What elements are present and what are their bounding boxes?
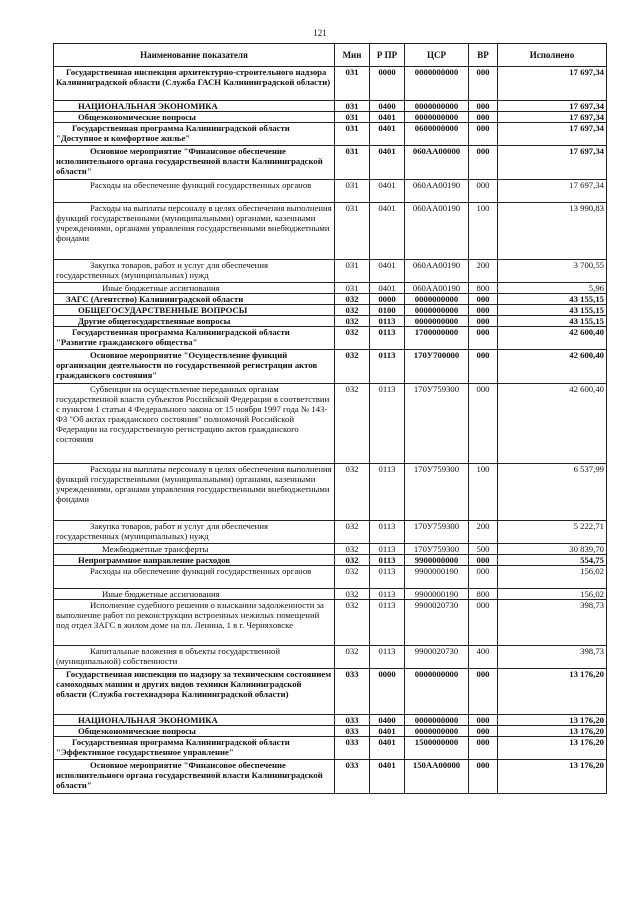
row-section: 0113 — [370, 646, 405, 669]
row-ministry: 031 — [335, 67, 370, 101]
row-name: Другие общегосударственные вопросы — [54, 316, 335, 327]
row-target-article: 060АА00190 — [405, 203, 469, 260]
row-target-article: 1500000000 — [405, 737, 469, 760]
row-amount: 398,73 — [498, 600, 607, 646]
table-row — [54, 544, 607, 555]
row-section: 0401 — [370, 203, 405, 260]
row-ministry: 031 — [335, 203, 370, 260]
row-expense-type: 100 — [469, 464, 498, 521]
row-ministry: 031 — [335, 146, 370, 180]
table-row — [54, 305, 607, 316]
table-row — [54, 123, 607, 146]
table-row — [54, 715, 607, 726]
table-row — [54, 112, 607, 123]
table-row — [54, 146, 607, 180]
row-amount: 17 697,34 — [498, 123, 607, 146]
row-amount: 17 697,34 — [498, 146, 607, 180]
row-name: Субвенции на осуществление переданных органам государственной власти субъектов Российской Федерации в соответствии с пунктом 1 статьи 4 Федерального закона от 15 ноября 1997 года № 143-ФЗ "Об актах гражданского состояния" полномочий Российской Федерации на государственную регистрацию актов гражданского состояния — [54, 384, 335, 464]
row-expense-type: 000 — [469, 737, 498, 760]
table-row — [54, 600, 607, 646]
row-name: Основное мероприятие "Осуществление функций организации деятельности по государственной регистрации актов гражданского состояния" — [54, 350, 335, 384]
budget-execution-table — [53, 43, 607, 794]
row-section: 0401 — [370, 726, 405, 737]
header-expense-type: ВР — [469, 44, 498, 67]
row-target-article: 0000000000 — [405, 726, 469, 737]
row-section: 0113 — [370, 589, 405, 600]
row-ministry: 032 — [335, 464, 370, 521]
row-name: Государственная программа Калининградской области "Доступное и комфортное жилье" — [54, 123, 335, 146]
row-target-article: 060АА00190 — [405, 283, 469, 294]
row-name: Расходы на обеспечение функций государственных органов — [54, 566, 335, 589]
row-expense-type: 000 — [469, 294, 498, 305]
header-indicator-name: Наименование показателя — [54, 44, 335, 67]
row-section: 0401 — [370, 283, 405, 294]
table-header-row — [54, 44, 607, 67]
row-amount: 17 697,34 — [498, 180, 607, 203]
table-row — [54, 294, 607, 305]
row-name: Расходы на обеспечение функций государственных органов — [54, 180, 335, 203]
row-name: Основное мероприятие "Финансовое обеспечение исполнительного органа государственной власти Калининградской области" — [54, 760, 335, 794]
row-expense-type: 000 — [469, 180, 498, 203]
table-row — [54, 726, 607, 737]
row-ministry: 031 — [335, 112, 370, 123]
row-expense-type: 800 — [469, 283, 498, 294]
row-target-article: 9900000190 — [405, 566, 469, 589]
row-amount: 17 697,34 — [498, 112, 607, 123]
row-ministry: 032 — [335, 384, 370, 464]
row-expense-type: 000 — [469, 316, 498, 327]
row-name: Основное мероприятие "Финансовое обеспечение исполнительного органа государственной власти Калининградской области" — [54, 146, 335, 180]
row-name: Непрограммное направление расходов — [54, 555, 335, 566]
row-amount: 5 222,71 — [498, 521, 607, 544]
row-section: 0401 — [370, 760, 405, 794]
table-row — [54, 260, 607, 283]
row-section: 0113 — [370, 544, 405, 555]
row-target-article: 170У759300 — [405, 521, 469, 544]
row-amount: 13 176,20 — [498, 726, 607, 737]
table-row — [54, 316, 607, 327]
row-ministry: 032 — [335, 589, 370, 600]
row-target-article: 150АА00000 — [405, 760, 469, 794]
row-name: Государственная программа Калининградской области "Эффективное государственное управление" — [54, 737, 335, 760]
row-section: 0401 — [370, 180, 405, 203]
row-name: НАЦИОНАЛЬНАЯ ЭКОНОМИКА — [54, 101, 335, 112]
row-section: 0113 — [370, 327, 405, 350]
header-ministry: Мин — [335, 44, 370, 67]
table-row — [54, 67, 607, 101]
row-ministry: 033 — [335, 726, 370, 737]
row-name: Государственная программа Калининградской области "Развитие гражданского общества" — [54, 327, 335, 350]
row-amount: 43 155,15 — [498, 305, 607, 316]
row-ministry: 032 — [335, 316, 370, 327]
row-name: Исполнение судебного решения о взыскании задолженности за выполнение работ по реконструкции встроенных нежилых помещений под отдел ЗАГС в жилом доме на пл. Ленина, 1 в г. Черняховске — [54, 600, 335, 646]
row-target-article: 060АА00190 — [405, 260, 469, 283]
row-section: 0100 — [370, 305, 405, 316]
row-ministry: 033 — [335, 760, 370, 794]
table-row — [54, 589, 607, 600]
row-ministry: 032 — [335, 544, 370, 555]
row-expense-type: 000 — [469, 327, 498, 350]
row-name: Межбюджетные трансферты — [54, 544, 335, 555]
row-ministry: 031 — [335, 101, 370, 112]
table-row — [54, 203, 607, 260]
row-ministry: 032 — [335, 327, 370, 350]
row-name: ОБЩЕГОСУДАРСТВЕННЫЕ ВОПРОСЫ — [54, 305, 335, 316]
table-row — [54, 760, 607, 794]
row-section: 0113 — [370, 555, 405, 566]
row-section: 0113 — [370, 566, 405, 589]
row-target-article: 9900020730 — [405, 600, 469, 646]
row-expense-type: 000 — [469, 146, 498, 180]
row-expense-type: 200 — [469, 260, 498, 283]
row-amount: 17 697,34 — [498, 67, 607, 101]
row-amount: 13 176,20 — [498, 669, 607, 715]
row-section: 0000 — [370, 67, 405, 101]
table-row — [54, 669, 607, 715]
row-section: 0113 — [370, 316, 405, 327]
page-number: 121 — [313, 28, 327, 38]
row-amount: 42 600,40 — [498, 327, 607, 350]
row-target-article: 170У700000 — [405, 350, 469, 384]
row-name: Расходы на выплаты персоналу в целях обеспечения выполнения функций государственными (муниципальными) органами, казенными учреждениями, органами управления государственными внебюджетными фондами — [54, 464, 335, 521]
row-name: Государственная инспекция по надзору за техническим состоянием самоходных машин и других видов техники Калининградской области (Служба гостехнадзора Калининградской области) — [54, 669, 335, 715]
row-target-article: 9900000000 — [405, 555, 469, 566]
row-amount: 43 155,15 — [498, 294, 607, 305]
table-row — [54, 566, 607, 589]
row-name: ЗАГС (Агентство) Калининградской области — [54, 294, 335, 305]
row-section: 0401 — [370, 260, 405, 283]
row-ministry: 031 — [335, 260, 370, 283]
row-target-article: 0000000000 — [405, 101, 469, 112]
row-amount: 13 990,83 — [498, 203, 607, 260]
row-expense-type: 000 — [469, 760, 498, 794]
row-target-article: 0600000000 — [405, 123, 469, 146]
row-section: 0401 — [370, 112, 405, 123]
row-name: Государственная инспекция архитектурно-строительного надзора Калининградской области (Служба ГАСН Калининградской области) — [54, 67, 335, 101]
row-section: 0401 — [370, 146, 405, 180]
header-section: Р ПР — [370, 44, 405, 67]
row-target-article: 0000000000 — [405, 715, 469, 726]
row-amount: 5,96 — [498, 283, 607, 294]
table-row — [54, 327, 607, 350]
row-section: 0000 — [370, 294, 405, 305]
row-target-article: 0000000000 — [405, 67, 469, 101]
table-row — [54, 555, 607, 566]
row-expense-type: 000 — [469, 715, 498, 726]
row-section: 0113 — [370, 600, 405, 646]
row-amount: 13 176,20 — [498, 760, 607, 794]
row-name: Закупка товаров, работ и услуг для обеспечения государственных (муниципальных) нужд — [54, 260, 335, 283]
row-target-article: 0000000000 — [405, 316, 469, 327]
row-expense-type: 000 — [469, 566, 498, 589]
row-expense-type: 000 — [469, 726, 498, 737]
table-row — [54, 101, 607, 112]
row-target-article: 0000000000 — [405, 294, 469, 305]
row-expense-type: 000 — [469, 384, 498, 464]
row-section: 0401 — [370, 737, 405, 760]
row-expense-type: 800 — [469, 589, 498, 600]
row-ministry: 032 — [335, 646, 370, 669]
row-amount: 30 839,70 — [498, 544, 607, 555]
table-row — [54, 384, 607, 464]
row-name: Общеэкономические вопросы — [54, 726, 335, 737]
row-ministry: 032 — [335, 294, 370, 305]
row-expense-type: 000 — [469, 67, 498, 101]
row-expense-type: 000 — [469, 101, 498, 112]
row-expense-type: 000 — [469, 350, 498, 384]
row-ministry: 032 — [335, 600, 370, 646]
row-ministry: 033 — [335, 737, 370, 760]
row-target-article: 170У759300 — [405, 544, 469, 555]
row-target-article: 9900000190 — [405, 589, 469, 600]
row-expense-type: 200 — [469, 521, 498, 544]
row-expense-type: 400 — [469, 646, 498, 669]
row-ministry: 033 — [335, 715, 370, 726]
row-name: Капитальные вложения в объекты государственной (муниципальной) собственности — [54, 646, 335, 669]
row-section: 0000 — [370, 669, 405, 715]
row-ministry: 031 — [335, 283, 370, 294]
row-amount: 3 700,55 — [498, 260, 607, 283]
row-amount: 17 697,34 — [498, 101, 607, 112]
row-amount: 13 176,20 — [498, 715, 607, 726]
row-target-article: 170У759300 — [405, 384, 469, 464]
row-ministry: 033 — [335, 669, 370, 715]
row-amount: 43 155,15 — [498, 316, 607, 327]
table-row — [54, 283, 607, 294]
row-ministry: 031 — [335, 123, 370, 146]
row-expense-type: 000 — [469, 555, 498, 566]
row-target-article: 1700000000 — [405, 327, 469, 350]
row-amount: 42 600,40 — [498, 384, 607, 464]
row-expense-type: 000 — [469, 600, 498, 646]
table-row — [54, 180, 607, 203]
row-target-article: 060АА00190 — [405, 180, 469, 203]
row-target-article: 0000000000 — [405, 669, 469, 715]
row-amount: 398,73 — [498, 646, 607, 669]
row-name: Иные бюджетные ассигнования — [54, 283, 335, 294]
row-expense-type: 100 — [469, 203, 498, 260]
row-amount: 554,75 — [498, 555, 607, 566]
row-target-article: 0000000000 — [405, 112, 469, 123]
row-name: Расходы на выплаты персоналу в целях обеспечения выполнения функций государственными (муниципальными) органами, казенными учреждениями, органами управления государственными внебюджетными фондами — [54, 203, 335, 260]
row-amount: 6 537,99 — [498, 464, 607, 521]
row-target-article: 0000000000 — [405, 305, 469, 316]
row-name: Общеэкономические вопросы — [54, 112, 335, 123]
row-ministry: 032 — [335, 350, 370, 384]
row-target-article: 9900020730 — [405, 646, 469, 669]
row-expense-type: 500 — [469, 544, 498, 555]
row-section: 0113 — [370, 521, 405, 544]
row-ministry: 032 — [335, 521, 370, 544]
row-section: 0400 — [370, 101, 405, 112]
row-expense-type: 000 — [469, 305, 498, 316]
row-section: 0113 — [370, 350, 405, 384]
row-ministry: 032 — [335, 555, 370, 566]
row-expense-type: 000 — [469, 669, 498, 715]
row-expense-type: 000 — [469, 112, 498, 123]
table-row — [54, 646, 607, 669]
row-name: Иные бюджетные ассигнования — [54, 589, 335, 600]
row-target-article: 060АА00000 — [405, 146, 469, 180]
row-section: 0113 — [370, 464, 405, 521]
row-amount: 42 600,40 — [498, 350, 607, 384]
row-ministry: 032 — [335, 305, 370, 316]
row-amount: 13 176,20 — [498, 737, 607, 760]
row-section: 0113 — [370, 384, 405, 464]
table-row — [54, 521, 607, 544]
row-ministry: 031 — [335, 180, 370, 203]
row-target-article: 170У759300 — [405, 464, 469, 521]
table-row — [54, 350, 607, 384]
row-section: 0400 — [370, 715, 405, 726]
header-executed: Исполнено — [498, 44, 607, 67]
row-section: 0401 — [370, 123, 405, 146]
header-target-article: ЦСР — [405, 44, 469, 67]
row-name: Закупка товаров, работ и услуг для обеспечения государственных (муниципальных) нужд — [54, 521, 335, 544]
table-row — [54, 464, 607, 521]
row-ministry: 032 — [335, 566, 370, 589]
row-expense-type: 000 — [469, 123, 498, 146]
row-name: НАЦИОНАЛЬНАЯ ЭКОНОМИКА — [54, 715, 335, 726]
table-row — [54, 737, 607, 760]
row-amount: 156,02 — [498, 589, 607, 600]
row-amount: 156,02 — [498, 566, 607, 589]
